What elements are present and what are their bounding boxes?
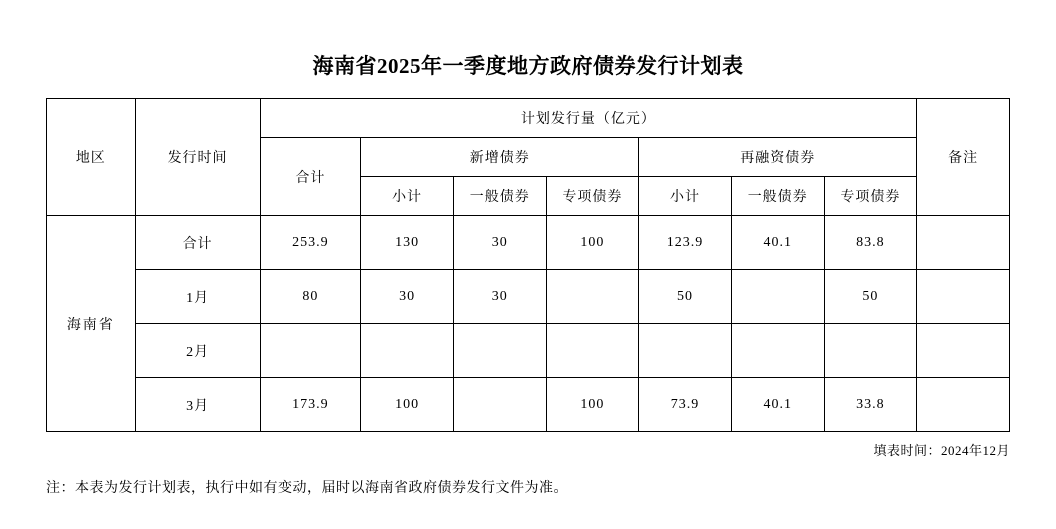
- cell-new-subtotal: [361, 324, 454, 378]
- cell-refi-special: 83.8: [824, 216, 917, 270]
- column-header-new-subtotal: 小计: [361, 177, 454, 216]
- column-header-new-general-bond: 一般债券: [453, 177, 546, 216]
- cell-new-subtotal: 30: [361, 270, 454, 324]
- column-header-refi-general-bond: 一般债券: [731, 177, 824, 216]
- cell-total: 80: [260, 270, 361, 324]
- table-row: [47, 324, 1010, 378]
- table-note: 注：本表为发行计划表，执行中如有变动，届时以海南省政府债券发行文件为准。: [46, 481, 568, 496]
- cell-refi-general: 40.1: [731, 216, 824, 270]
- column-header-plan-amount: 计划发行量（亿元）: [260, 99, 917, 138]
- table-row: [47, 270, 1010, 324]
- cell-remark: [917, 378, 1010, 432]
- cell-refi-subtotal: 50: [639, 270, 732, 324]
- table-container: [46, 98, 1010, 432]
- cell-total: 253.9: [260, 216, 361, 270]
- cell-remark: [917, 270, 1010, 324]
- row-label-total: 合计: [135, 216, 260, 270]
- column-header-new-bonds: 新增债券: [361, 138, 639, 177]
- cell-refi-special: 50: [824, 270, 917, 324]
- cell-new-general: [453, 378, 546, 432]
- cell-refi-general: [731, 270, 824, 324]
- row-label-month: 2月: [135, 324, 260, 378]
- cell-new-general: 30: [453, 270, 546, 324]
- column-header-remark: 备注: [917, 99, 1010, 216]
- cell-total: [260, 324, 361, 378]
- cell-refi-general: 40.1: [731, 378, 824, 432]
- row-header-region-hainan: 海南省: [47, 216, 136, 432]
- cell-new-special: 100: [546, 378, 639, 432]
- cell-remark: [917, 324, 1010, 378]
- row-label-month: 3月: [135, 378, 260, 432]
- cell-new-general: [453, 324, 546, 378]
- cell-refi-special: [824, 324, 917, 378]
- column-header-refi-subtotal: 小计: [639, 177, 732, 216]
- row-label-month: 1月: [135, 270, 260, 324]
- column-header-issue-time: 发行时间: [135, 99, 260, 216]
- bond-issuance-plan-table: [46, 98, 1010, 432]
- cell-refi-subtotal: 123.9: [639, 216, 732, 270]
- table-header-row-1: [47, 99, 1010, 138]
- cell-refi-subtotal: 73.9: [639, 378, 732, 432]
- cell-remark: [917, 216, 1010, 270]
- column-header-region: 地区: [47, 99, 136, 216]
- cell-new-subtotal: 100: [361, 378, 454, 432]
- cell-new-special: [546, 270, 639, 324]
- cell-new-general: 30: [453, 216, 546, 270]
- column-header-refi-special-bond: 专项债券: [824, 177, 917, 216]
- cell-refi-special: 33.8: [824, 378, 917, 432]
- cell-refi-general: [731, 324, 824, 378]
- table-row: [47, 378, 1010, 432]
- cell-new-special: [546, 324, 639, 378]
- cell-new-special: 100: [546, 216, 639, 270]
- page-title: 海南省2025年一季度地方政府债券发行计划表: [312, 54, 744, 78]
- cell-total: 173.9: [260, 378, 361, 432]
- column-header-total: 合计: [260, 138, 361, 216]
- fill-time-label: 填表时间：2024年12月: [873, 443, 1010, 458]
- column-header-refinance-bonds: 再融资债券: [639, 138, 917, 177]
- cell-refi-subtotal: [639, 324, 732, 378]
- table-row: [47, 216, 1010, 270]
- column-header-new-special-bond: 专项债券: [546, 177, 639, 216]
- cell-new-subtotal: 130: [361, 216, 454, 270]
